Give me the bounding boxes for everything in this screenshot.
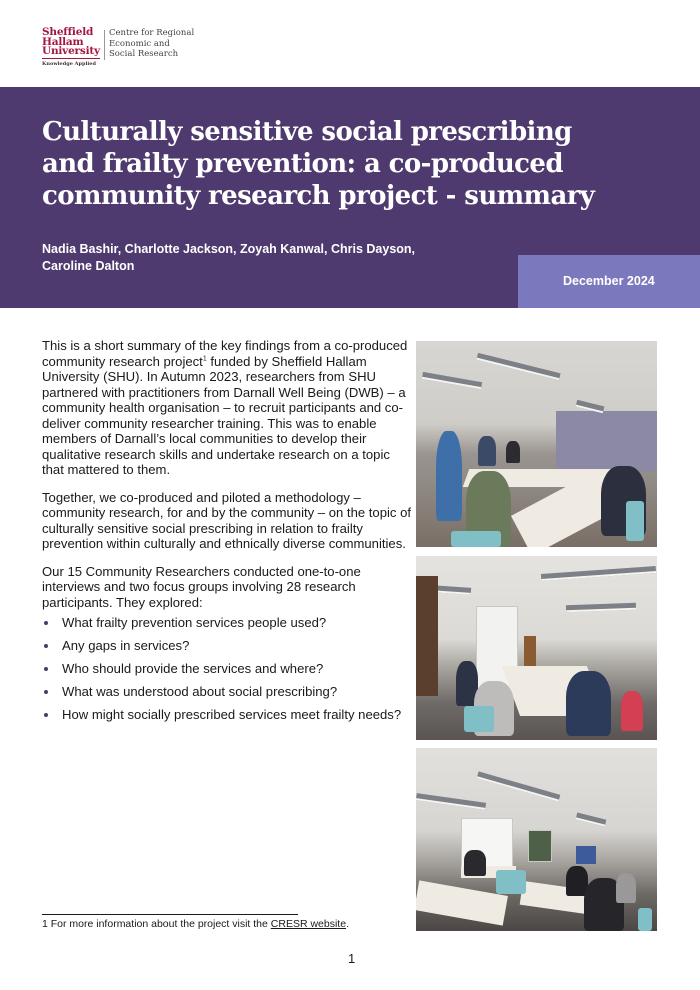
list-item: How might socially prescribed services meet frailty needs? xyxy=(42,707,412,723)
photo-chair xyxy=(451,531,501,547)
photo-group-meeting xyxy=(416,556,657,740)
cresr-line: Centre for Regional xyxy=(108,28,195,38)
ceiling-light xyxy=(477,771,561,801)
footnote-separator xyxy=(42,914,298,915)
publication-date: December 2024 xyxy=(563,274,655,288)
list-item: What frailty prevention services people used? xyxy=(42,615,412,631)
document-title xyxy=(42,116,662,212)
cresr-logo-text xyxy=(109,28,194,60)
ceiling-light xyxy=(566,603,636,612)
ceiling-light xyxy=(422,372,482,389)
photo-table xyxy=(416,880,508,925)
photo-person xyxy=(464,850,486,876)
photo-workshop-presentation xyxy=(416,341,657,547)
photo-chair xyxy=(464,706,494,732)
photo-window xyxy=(528,830,552,862)
list-item: Any gaps in services? xyxy=(42,638,412,654)
body-text xyxy=(42,338,412,730)
photo-chair xyxy=(638,908,652,931)
list-item: What was understood about social prescribing? xyxy=(42,684,412,700)
photo-person xyxy=(506,441,520,463)
logo-word: Hallam xyxy=(42,35,84,48)
footnote-text: 1 For more information about the project visit the xyxy=(42,918,271,930)
authors-line: Caroline Dalton xyxy=(42,259,135,273)
logo-word: University xyxy=(42,45,100,57)
date-box xyxy=(518,255,700,308)
authors xyxy=(42,241,482,275)
photo-wall-panel xyxy=(416,576,438,696)
photo-person xyxy=(566,671,611,736)
photo-chair xyxy=(626,501,644,541)
intro-paragraph xyxy=(42,338,412,478)
title-line: community research project - summary xyxy=(42,181,595,211)
photo-wall xyxy=(556,411,657,471)
logo-divider xyxy=(104,30,105,60)
photo-person xyxy=(621,691,643,731)
researchers-paragraph: Our 15 Community Researchers conducted one-to-one interviews and two focus groups involving 28 research participants. They explored: xyxy=(42,563,361,610)
page-number: 1 xyxy=(348,951,356,966)
header-logo xyxy=(42,28,194,70)
photo-person xyxy=(436,431,462,521)
cresr-website-link[interactable]: CRESR website xyxy=(270,918,347,930)
photo-noticeboard xyxy=(576,846,596,864)
photo-person xyxy=(616,873,636,903)
ceiling-light xyxy=(476,353,560,380)
cresr-line: Social Research xyxy=(108,49,179,59)
explored-topics-list xyxy=(42,615,412,723)
authors-line: Nadia Bashir, Charlotte Jackson, Zoyah Kanwal, Chris Dayson, xyxy=(42,242,416,256)
footnote-ref[interactable]: 1 xyxy=(202,355,207,363)
photo-chair xyxy=(496,870,526,894)
intro-text: This is a short summary of the key findings from a co-produced community research project xyxy=(42,338,408,369)
cresr-line: Economic and xyxy=(108,38,170,49)
ceiling-light xyxy=(576,812,607,826)
methodology-paragraph: Together, we co-produced and piloted a methodology – community research, for and by the community – on the topic of culturally sensitive social prescribing in relation to frailty prevention within culturally and ethnically diverse communities. xyxy=(42,489,411,551)
footnote-end: . xyxy=(346,918,349,930)
list-item: Who should provide the services and where? xyxy=(42,661,412,677)
footnote xyxy=(42,918,349,930)
ceiling-light xyxy=(416,793,486,810)
ceiling-light xyxy=(541,566,656,581)
photo-person xyxy=(478,436,496,466)
shu-logo xyxy=(42,28,100,67)
logo-word: Sheffield xyxy=(42,26,94,38)
title-line: Culturally sensitive social prescribing xyxy=(42,117,572,147)
title-line: and frailty prevention: a co-produced xyxy=(42,149,563,179)
logo-tagline: Knowledge Applied xyxy=(42,60,96,67)
photo-training-session xyxy=(416,748,657,931)
intro-text-cont: funded by Sheffield Hallam University (SHU). In Autumn 2023, researchers from SHU partnered with practitioners from Darnall Well Being (DWB) – a community health organisation – to recruit participants and co-deliver community researcher training. This was to enable members of Darnall’s local communities to develop their qualitative research skills and undertake research on a topic that mattered to them. xyxy=(42,353,406,477)
